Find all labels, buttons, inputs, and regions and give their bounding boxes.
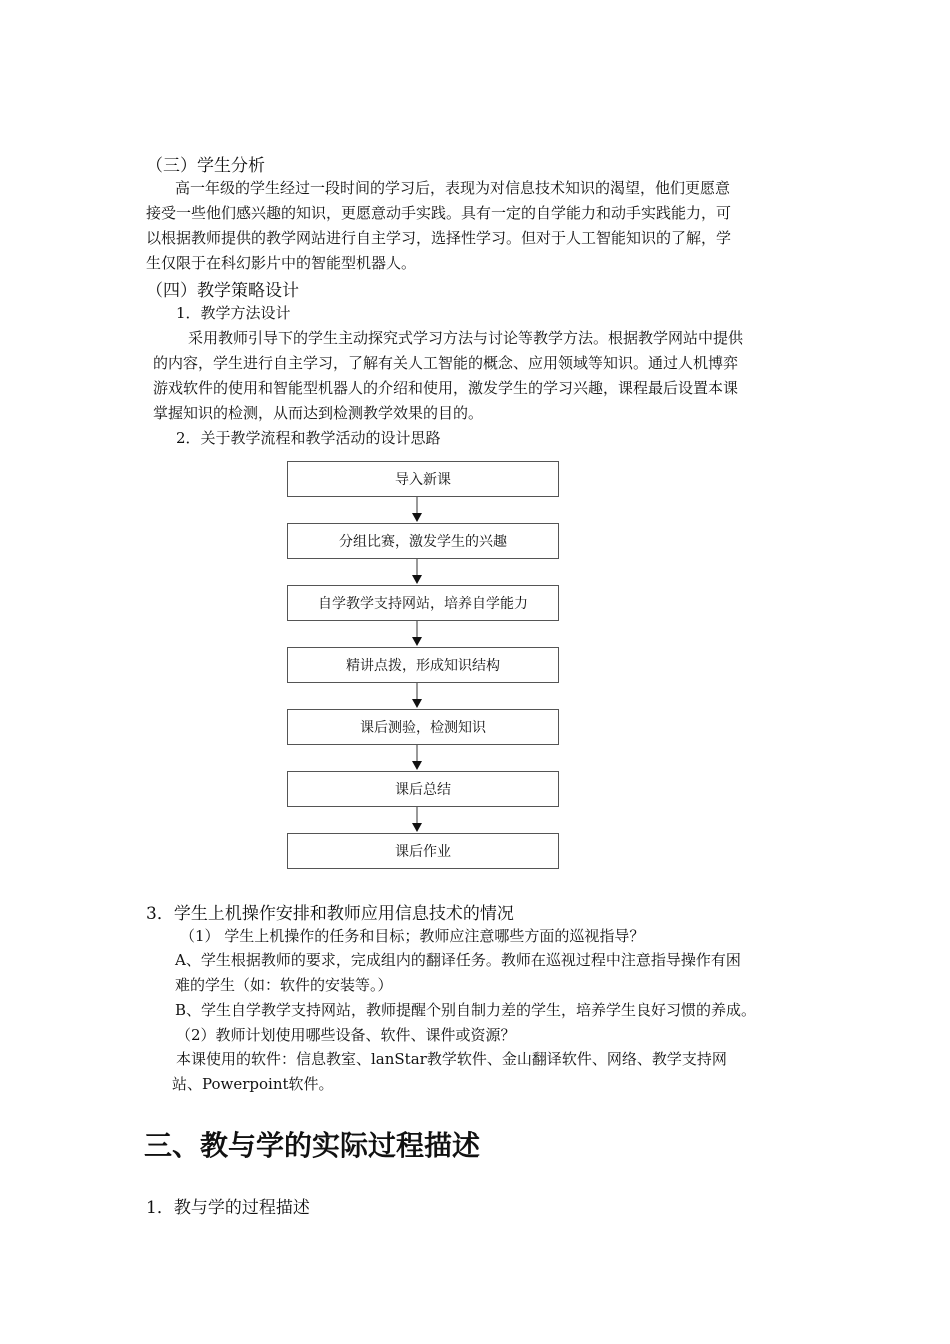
paragraph-line: 采用教师引导下的学生主动探究式学习方法与讨论等教学方法。根据教学网站中提供 (188, 329, 744, 347)
software-line: 本课使用的软件：信息教室、lanStar教学软件、金山翻译软件、网络、教学支持网 (176, 1050, 727, 1068)
flow-arrow-icon (411, 497, 423, 523)
flow-arrow-icon (411, 621, 423, 647)
flow-step-intro: 导入新课 (287, 461, 559, 497)
question-line: （2）教师计划使用哪些设备、软件、课件或资源？ (176, 1026, 516, 1044)
flow-arrow-icon (411, 807, 423, 833)
answer-line: A、学生根据教师的要求，完成组内的翻译任务。教师在巡视过程中注意指导操作有困 (175, 951, 741, 969)
paragraph-line: 高一年级的学生经过一段时间的学习后，表现为对信息技术知识的渴望，他们更愿意 (175, 179, 731, 197)
flow-step-homework: 课后作业 (287, 833, 559, 869)
section-heading-teaching-strategy: （四）教学策略设计 (146, 281, 299, 301)
flow-step-self-study: 自学教学支持网站，培养自学能力 (287, 585, 559, 621)
paragraph-line: 生仅限于在科幻影片中的智能型机器人。 (146, 254, 417, 272)
flow-arrow-icon (411, 745, 423, 771)
subheading-flow-design: 2．关于教学流程和教学活动的设计思路 (176, 429, 441, 447)
flow-step-quiz: 课后测验，检测知识 (287, 709, 559, 745)
paragraph-line: 接受一些他们感兴趣的知识，更愿意动手实践。具有一定的自学能力和动手实践能力，可 (146, 204, 732, 222)
subheading-process: 1．教与学的过程描述 (146, 1198, 310, 1218)
part-title: 三、教与学的实际过程描述 (144, 1129, 481, 1162)
paragraph-line: 掌握知识的检测，从而达到检测教学效果的目的。 (153, 404, 484, 422)
flow-step-group-competition: 分组比赛，激发学生的兴趣 (287, 523, 559, 559)
paragraph-line: 以根据教师提供的教学网站进行自主学习，选择性学习。但对于人工智能知识的了解，学 (146, 229, 732, 247)
question-line: （1） 学生上机操作的任务和目标；教师应注意哪些方面的巡视指导？ (180, 927, 645, 945)
flow-step-summary: 课后总结 (287, 771, 559, 807)
heading-computer-operation: 3．学生上机操作安排和教师应用信息技术的情况 (146, 904, 514, 924)
software-line: 站、Powerpoint软件。 (172, 1075, 334, 1093)
flow-arrow-icon (411, 683, 423, 709)
section-heading-student-analysis: （三）学生分析 (146, 156, 265, 176)
subheading-method-design: 1．教学方法设计 (176, 304, 291, 322)
flow-arrow-icon (411, 559, 423, 585)
flow-step-explanation: 精讲点拨，形成知识结构 (287, 647, 559, 683)
answer-line: B、学生自学教学支持网站，教师提醒个别自制力差的学生，培养学生良好习惯的养成。 (175, 1001, 757, 1019)
paragraph-line: 的内容，学生进行自主学习，了解有关人工智能的概念、应用领域等知识。通过人机博弈 (153, 354, 739, 372)
answer-line: 难的学生（如：软件的安装等。） (175, 976, 393, 994)
paragraph-line: 游戏软件的使用和智能型机器人的介绍和使用，激发学生的学习兴趣，课程最后设置本课 (153, 379, 739, 397)
